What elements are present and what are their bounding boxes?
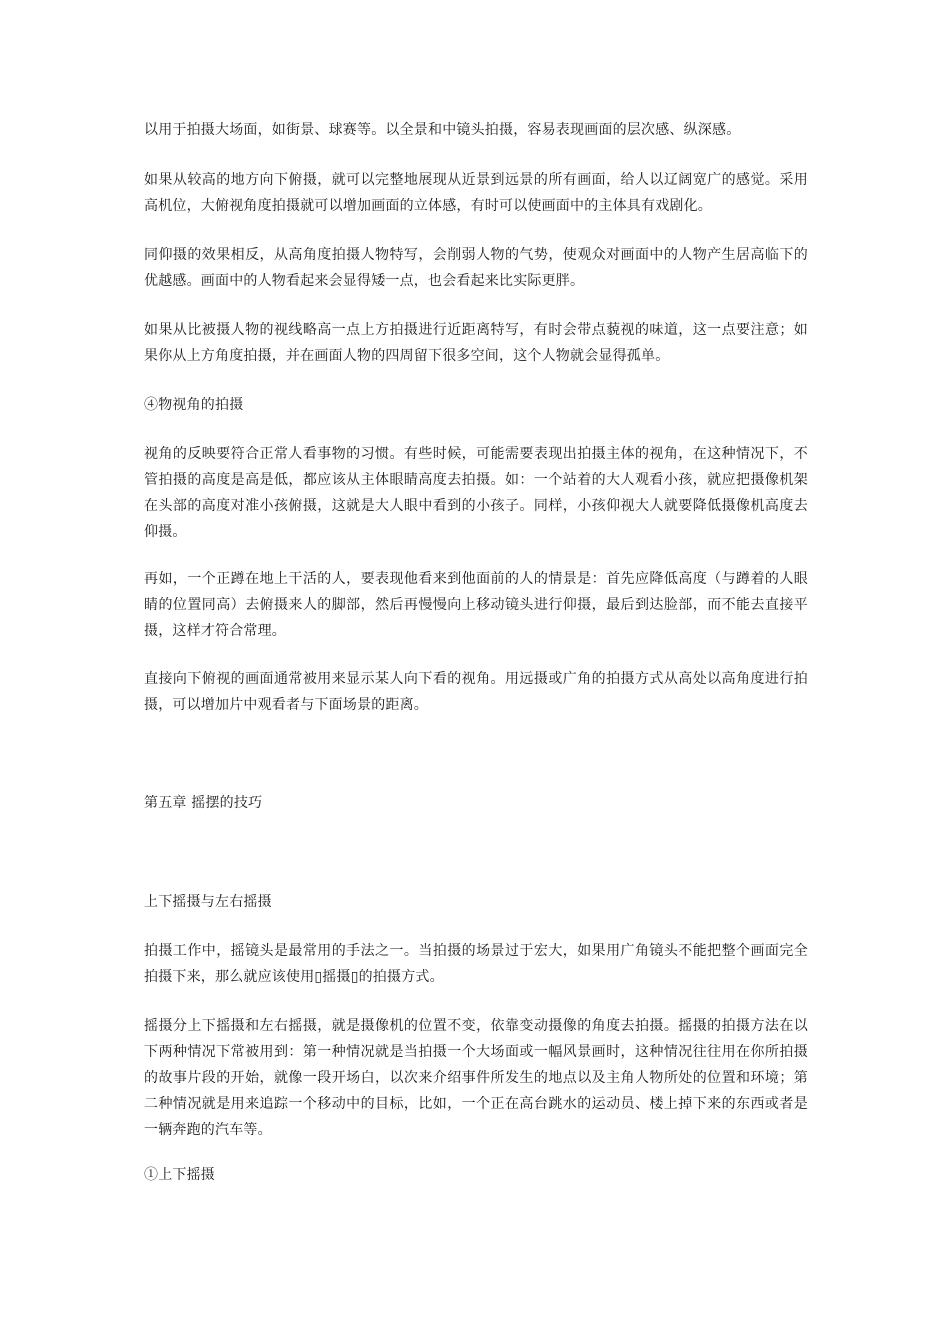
paragraph-high-angle: 如果从较高的地方向下俯摄，就可以完整地展现从近景到远景的所有画面，给人以辽阔宽广的感觉。采用高机位，大俯视角度拍摄就可以增加画面的立体感，有时可以使画面中的主体具有戏剧化。 bbox=[144, 172, 808, 214]
paragraph-intro: 以用于拍摄大场面，如街景、球赛等。以全景和中镜头拍摄，容易表现画面的层次感、纵深感。 bbox=[144, 122, 741, 138]
section-heading-tilt: ①上下摇摄 bbox=[144, 1167, 215, 1183]
section-heading-pan-tilt: 上下摇摄与左右摇摄 bbox=[144, 894, 272, 910]
paragraph-panning-intro: 拍摄工作中，摇镜头是最常用的手法之一。当拍摄的场景过于宏大，如果用广角镜头不能把整个画面完全拍摄下来，那么就应该使用▯摇摄▯的拍摄方式。 bbox=[144, 943, 808, 985]
paragraph-close-up-note: 如果从比被摄人物的视线略高一点上方拍摄进行近距离特写，有时会带点藐视的味道，这一点要注意；如果你从上方角度拍摄，并在画面人物的四周留下很多空间，这个人物就会显得孤单。 bbox=[144, 322, 808, 364]
paragraph-panning-types: 摇摄分上下摇摄和左右摇摄，就是摄像机的位置不变，依靠变动摄像的角度去拍摄。摇摄的拍摄方法在以下两种情况下常被用到：第一种情况就是当拍摄一个大场面或一幅风景画时，这种情况往往用在你所拍摄的故事片段的开始，就像一段开场白，以次来介绍事件所发生的地点以及主角人物所处的位置和环境；第二种情况就是用来追踪一个移动中的目标，比如，一个正在高台跳水的运动员、楼上掉下来的东西或者是一辆奔跑的汽车等。 bbox=[144, 1018, 808, 1138]
paragraph-opposite-effect: 同仰摄的效果相反，从高角度拍摄人物特写，会削弱人物的气势，使观众对画面中的人物产生居高临下的优越感。画面中的人物看起来会显得矮一点，也会看起来比实际更胖。 bbox=[144, 247, 808, 289]
chapter-title: 第五章 摇摆的技巧 bbox=[144, 795, 263, 811]
paragraph-overhead-view: 直接向下俯视的画面通常被用来显示某人向下看的视角。用远摄或广角的拍摄方式从高处以高角度进行拍摄，可以增加片中观看者与下面场景的距离。 bbox=[144, 671, 808, 713]
paragraph-example: 再如，一个正蹲在地上干活的人，要表现他看来到他面前的人的情景是：首先应降低高度（与蹲着的人眼睛的位置同高）去俯摄来人的脚部，然后再慢慢向上移动镜头进行仰摄，最后到达脸部，而不能去直接平摄，这样才符合常理。 bbox=[144, 571, 808, 639]
section-heading-subject-view: ④物视角的拍摄 bbox=[144, 397, 244, 413]
paragraph-viewpoint: 视角的反映要符合正常人看事物的习惯。有些时候，可能需要表现出拍摄主体的视角，在这种情况下，不管拍摄的高度是高是低，都应该从主体眼睛高度去拍摄。如：一个站着的大人观看小孩，就应把摄像机架在头部的高度对准小孩俯摄，这就是大人眼中看到的小孩子。同样，小孩仰视大人就要降低摄像机高度去仰摄。 bbox=[144, 446, 808, 540]
